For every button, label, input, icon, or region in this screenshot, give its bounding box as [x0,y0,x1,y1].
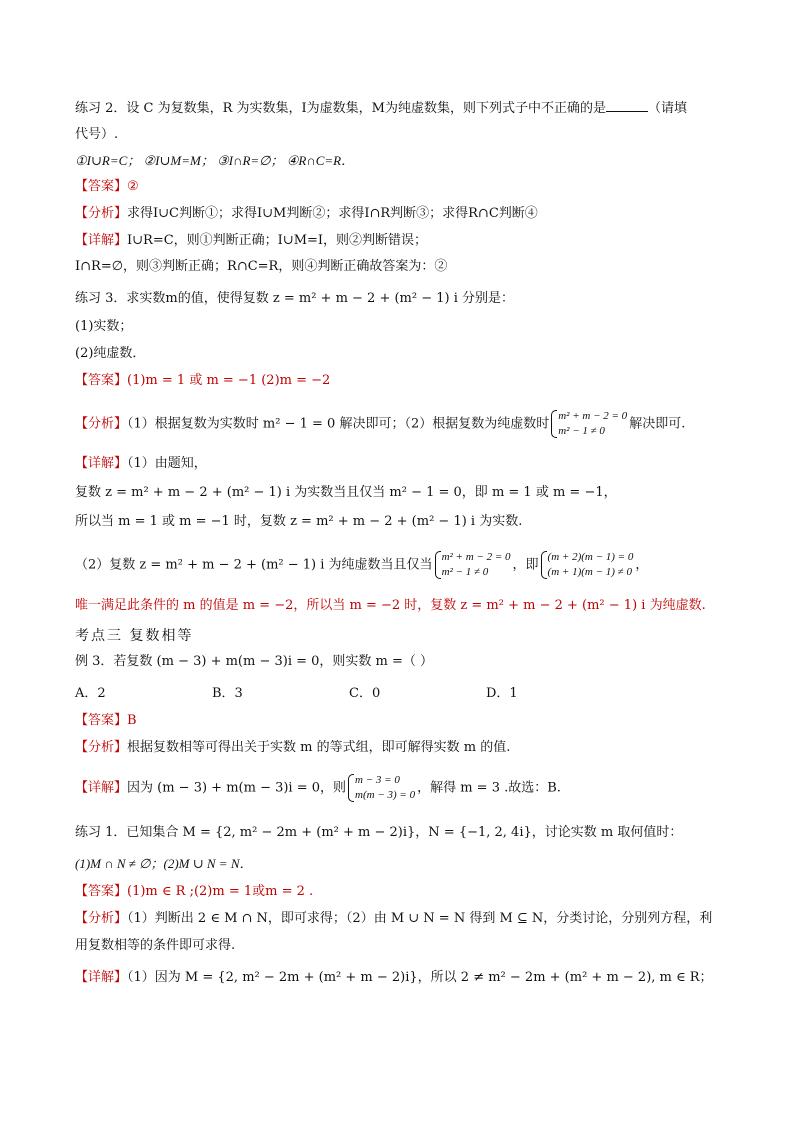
exercise-1-parts: (1)M ∩ N ≠ ∅；(2)M ∪ N = N． [75,856,253,871]
detail-line: 【详解】I∪R=C，则①判断正确；I∪M=I，则②判断错误； [75,233,428,248]
option-b: B．3 [212,686,243,701]
part-1-label: (1)实数； [75,319,133,334]
option-a: A．2 [75,686,106,701]
equation-system: (m + 2)(m − 1) = 0 (m + 1)(m − 1) ≠ 0 [541,550,634,580]
analysis-line: 【分析】求得I∪C判断①；求得I∪M判断②；求得I∩R判断③；求得R∩C判断④ [75,206,538,221]
answer-line: 【答案】(1)m ∈ R ;(2)m = 1或m = 2 . [75,884,314,899]
analysis-line: 【分析】根据复数相等可得出关于实数 m 的等式组，即可解得实数 m 的值. [75,740,511,755]
exercise-2-question-cont: 代号）. [75,127,119,142]
part-2-label: (2)纯虚数． [75,346,146,361]
answer-line: 【答案】② [75,179,139,194]
analysis-line: 【分析】（1）判断出 2 ∈ M ∩ N，即可求得；（2）由 M ∪ N = N 得到 M ⊆ N，分类讨论，分别列方程，利 [75,911,713,926]
section-heading: 考点三 复数相等 [75,628,194,644]
exercise-3-question: 练习 3．求实数m的值，使得复数 z = m² + m − 2 + (m² − 1) i 分别是： [75,291,515,306]
detail-line: 【详解】（1）因为 M = {2, m² − 2m + (m² + m − 2)i}，所以 2 ≠ m² − 2m + (m² + m − 2), m ∈ R； [75,970,713,985]
equation-system: m² + m − 2 = 0 m² − 1 ≠ 0 [551,409,627,439]
equation-system: m − 3 = 0 m(m − 3) = 0 [348,773,415,803]
detail-line: 唯一满足此条件的 m 的值是 m = −2，所以当 m = −2 时，复数 z = m² + m − 2 + (m² − 1) i 为纯虚数. [75,598,706,613]
detail-line: 【详解】因为 (m − 3) + m(m − 3)i = 0，则 m − 3 = 0 m(m − 3) = 0 ，解得 m = 3 .故选：B. [75,774,561,801]
exercise-1-question: 练习 1．已知集合 M = {2, m² − 2m + (m² + m − 2)i}，N = {−1, 2, 4i}，讨论实数 m 取何值时： [75,825,683,840]
exercise-2-options: ①I∪R=C； ②I∪M=M； ③I∩R=∅； ④R∩C=R． [75,153,355,168]
analysis-line: 【分析】（1）根据复数为实数时 m² − 1 = 0 解决即可；（2）根据复数为纯虚数时 m² + m − 2 = 0 m² − 1 ≠ 0 解决即可. [75,410,686,437]
answer-line: 【答案】B [75,713,137,728]
detail-line: （2）复数 z = m² + m − 2 + (m² − 1) i 为纯虚数当且仅当 m² + m − 2 = 0 m² − 1 ≠ 0 ，即 (m + 2)(m − 1) = 0 (m + 1)(m − 1) ≠ 0 ， [75,551,649,578]
exercise-2-question: 练习 2．设 C 为复数集，R 为实数集，I为虚数集，M为纯虚数集，则下列式子中不正确的是 （请填 [75,101,687,116]
detail-line: 所以当 m = 1 或 m = −1 时，复数 z = m² + m − 2 + (m² − 1) i 为实数. [75,514,523,529]
analysis-line-cont: 用复数相等的条件即可求得. [75,938,236,953]
detail-line: 【详解】（1）由题知， [75,456,207,471]
detail-line-cont: I∩R=∅，则③判断正确；R∩C=R，则④判断正确故答案为：② [75,259,448,274]
option-d: D．1 [486,686,518,701]
answer-blank [606,100,648,112]
answer-line: 【答案】(1)m = 1 或 m = −1 (2)m = −2 [75,373,331,388]
equation-system: m² + m − 2 = 0 m² − 1 ≠ 0 [435,550,511,580]
option-c: C．0 [349,686,381,701]
detail-line: 复数 z = m² + m − 2 + (m² − 1) i 为实数当且仅当 m² − 1 = 0，即 m = 1 或 m = −1， [75,485,617,500]
example-3-question: 例 3．若复数 (m − 3) + m(m − 3)i = 0，则实数 m =（ ） [75,654,434,669]
